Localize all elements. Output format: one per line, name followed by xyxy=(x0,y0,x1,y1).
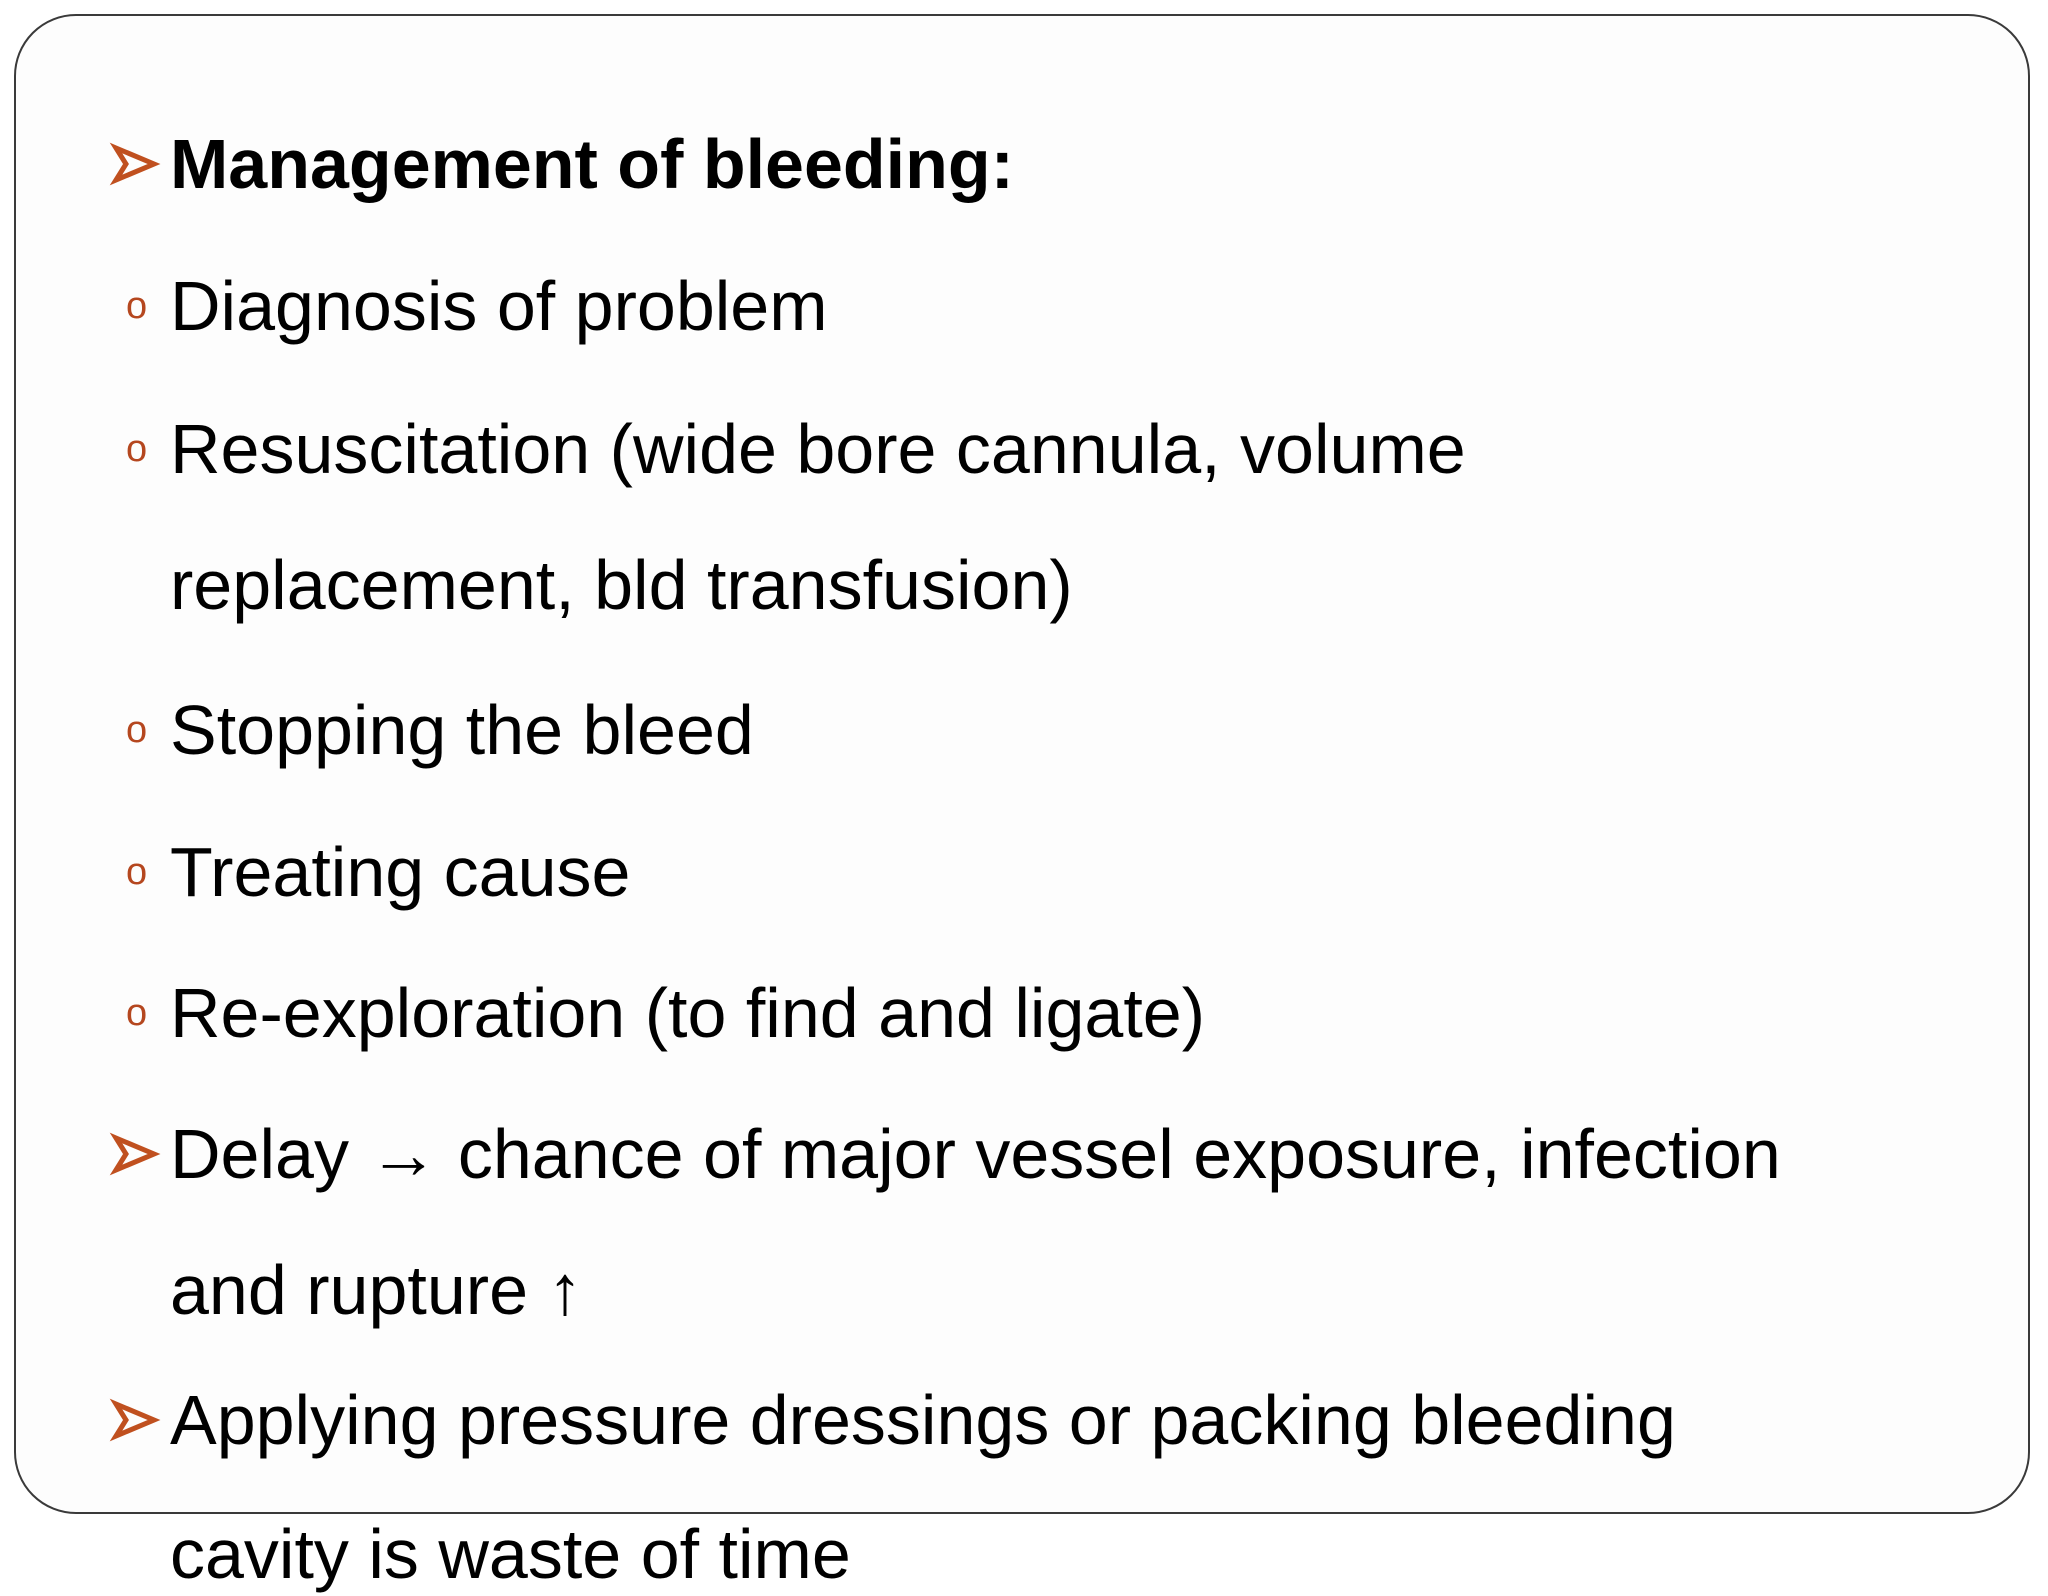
circle-bullet: o xyxy=(126,851,148,893)
arrow-bullet-icon xyxy=(110,1378,160,1462)
slide-frame xyxy=(14,14,2030,1593)
arrow-bullet-icon xyxy=(110,122,160,206)
slide-heading: Management of bleeding: xyxy=(170,125,1014,203)
bullet-text-continuation: cavity is waste of time xyxy=(170,1515,851,1593)
circle-bullet: o xyxy=(126,285,148,327)
bullet-text-continuation: and rupture ↑ xyxy=(170,1251,583,1329)
bullet-text: Diagnosis of problem xyxy=(170,267,828,345)
circle-bullet: o xyxy=(126,992,148,1034)
bullet-text: Stopping the bleed xyxy=(170,691,754,769)
circle-bullet: o xyxy=(126,428,148,470)
bullet-text: Delay → chance of major vessel exposure, infection xyxy=(170,1115,1781,1193)
bullet-text: Resuscitation (wide bore cannula, volume xyxy=(170,410,1466,488)
bullet-text: Treating cause xyxy=(170,833,631,911)
slide-content xyxy=(16,16,2032,1593)
bullet-text: Applying pressure dressings or packing bleeding xyxy=(170,1381,1676,1459)
arrow-bullet-icon xyxy=(110,1112,160,1196)
bullet-text: Re-exploration (to find and ligate) xyxy=(170,974,1206,1052)
bullet-text-continuation: replacement, bld transfusion) xyxy=(170,546,1073,624)
circle-bullet: o xyxy=(126,709,148,751)
